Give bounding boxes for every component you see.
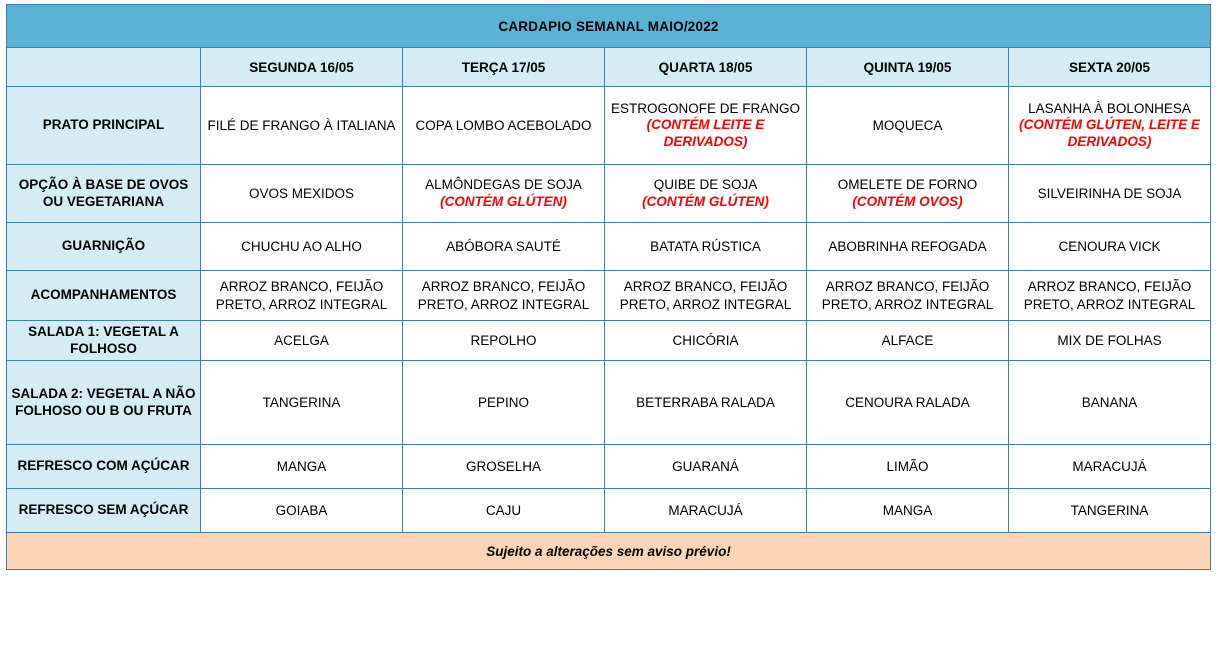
menu-cell bbox=[807, 361, 1009, 445]
allergen-note: (CONTÉM LEITE E DERIVADOS) bbox=[646, 117, 765, 150]
menu-item-text: MOQUECA bbox=[872, 117, 943, 133]
menu-item-text: COPA LOMBO ACEBOLADO bbox=[415, 117, 592, 133]
table-row bbox=[7, 223, 1211, 271]
menu-item-text: GUARANÁ bbox=[672, 458, 739, 474]
menu-cell bbox=[201, 87, 403, 165]
menu-cell bbox=[201, 361, 403, 445]
menu-cell bbox=[807, 321, 1009, 361]
menu-item-text: CAJU bbox=[485, 502, 522, 518]
day-header-1: SEGUNDA 16/05 bbox=[201, 48, 403, 87]
menu-item-text: ARROZ BRANCO, FEIJÃO PRETO, ARROZ INTEGRAL bbox=[1023, 278, 1196, 312]
menu-cell bbox=[201, 321, 403, 361]
menu-item-text: FILÉ DE FRANGO À ITALIANA bbox=[207, 117, 396, 133]
menu-cell bbox=[403, 321, 605, 361]
menu-item-text: LASANHA À BOLONHESA bbox=[1028, 100, 1191, 116]
allergen-note: (CONTÉM GLÚTEN) bbox=[440, 193, 567, 209]
menu-item-text: MARACUJÁ bbox=[1072, 458, 1147, 474]
day-header-row bbox=[7, 48, 1211, 87]
menu-item-text: CHUCHU AO ALHO bbox=[241, 238, 362, 254]
table-row bbox=[7, 445, 1211, 489]
menu-item-text: ARROZ BRANCO, FEIJÃO PRETO, ARROZ INTEGRAL bbox=[619, 278, 792, 312]
row-label: SALADA 1: VEGETAL A FOLHOSO bbox=[7, 321, 201, 361]
menu-item-text: ALMÔNDEGAS DE SOJA bbox=[425, 177, 582, 193]
menu-item-text: GROSELHA bbox=[465, 458, 542, 474]
menu-cell bbox=[1009, 361, 1211, 445]
menu-cell bbox=[807, 87, 1009, 165]
menu-item-text: CHICÓRIA bbox=[672, 332, 739, 348]
day-header-4: QUINTA 19/05 bbox=[807, 48, 1009, 87]
table-row bbox=[7, 361, 1211, 445]
menu-cell bbox=[403, 361, 605, 445]
menu-cell bbox=[1009, 321, 1211, 361]
menu-cell bbox=[403, 87, 605, 165]
table-row bbox=[7, 489, 1211, 533]
menu-cell bbox=[201, 271, 403, 321]
row-label: PRATO PRINCIPAL bbox=[7, 87, 201, 165]
menu-cell bbox=[403, 445, 605, 489]
menu-item-text: MANGA bbox=[276, 458, 327, 474]
menu-cell bbox=[807, 445, 1009, 489]
menu-item-text: ARROZ BRANCO, FEIJÃO PRETO, ARROZ INTEGRAL bbox=[821, 278, 994, 312]
row-label: ACOMPANHAMENTOS bbox=[7, 271, 201, 321]
row-label: REFRESCO SEM AÇÚCAR bbox=[7, 489, 201, 533]
row-label: GUARNIÇÃO bbox=[7, 223, 201, 271]
menu-cell bbox=[807, 271, 1009, 321]
allergen-note: (CONTÉM GLÚTEN, LEITE E DERIVADOS) bbox=[1019, 117, 1200, 150]
menu-item-text: TANGERINA bbox=[1070, 502, 1149, 518]
header-corner-cell bbox=[7, 48, 201, 87]
menu-cell bbox=[1009, 271, 1211, 321]
menu-cell bbox=[605, 489, 807, 533]
menu-title-row bbox=[7, 5, 1211, 48]
menu-item-text: LIMÃO bbox=[886, 458, 929, 474]
menu-cell bbox=[605, 223, 807, 271]
menu-cell bbox=[201, 445, 403, 489]
menu-item-text: BATATA RÚSTICA bbox=[650, 238, 761, 254]
menu-item-text: OMELETE DE FORNO bbox=[837, 177, 978, 193]
row-label: SALADA 2: VEGETAL A NÃO FOLHOSO OU B OU FRUTA bbox=[7, 361, 201, 445]
menu-cell bbox=[605, 321, 807, 361]
table-row bbox=[7, 271, 1211, 321]
footer-note: Sujeito a alterações sem aviso prévio! bbox=[7, 533, 1211, 570]
menu-item-text: ESTROGONOFE DE FRANGO bbox=[610, 100, 800, 116]
menu-cell bbox=[1009, 223, 1211, 271]
menu-cell bbox=[605, 445, 807, 489]
menu-item-text: ABOBRINHA REFOGADA bbox=[828, 238, 987, 254]
menu-cell bbox=[403, 271, 605, 321]
menu-item-text: PEPINO bbox=[477, 394, 529, 410]
menu-cell bbox=[605, 87, 807, 165]
menu-item-text: ALFACE bbox=[881, 332, 934, 348]
menu-item-text: GOIABA bbox=[275, 502, 328, 518]
menu-item-text: OVOS MEXIDOS bbox=[248, 185, 355, 201]
menu-item-text: REPOLHO bbox=[470, 332, 537, 348]
menu-cell bbox=[1009, 165, 1211, 223]
weekly-menu-table bbox=[6, 4, 1211, 570]
menu-title: CARDAPIO SEMANAL MAIO/2022 bbox=[7, 5, 1211, 48]
menu-item-text: BETERRABA RALADA bbox=[636, 394, 775, 410]
day-header-2: TERÇA 17/05 bbox=[403, 48, 605, 87]
menu-item-text: ABÓBORA SAUTÉ bbox=[446, 238, 561, 254]
menu-cell bbox=[605, 271, 807, 321]
menu-cell bbox=[807, 165, 1009, 223]
menu-item-text: MANGA bbox=[882, 502, 933, 518]
menu-cell bbox=[403, 223, 605, 271]
day-header-5: SEXTA 20/05 bbox=[1009, 48, 1211, 87]
allergen-note: (CONTÉM OVOS) bbox=[852, 193, 963, 209]
menu-cell bbox=[403, 165, 605, 223]
menu-cell bbox=[201, 165, 403, 223]
menu-cell bbox=[201, 223, 403, 271]
menu-cell bbox=[1009, 87, 1211, 165]
menu-item-text: CENOURA RALADA bbox=[845, 394, 970, 410]
menu-cell bbox=[1009, 489, 1211, 533]
menu-cell bbox=[605, 361, 807, 445]
menu-item-text: CENOURA VICK bbox=[1058, 238, 1161, 254]
table-row bbox=[7, 87, 1211, 165]
allergen-note: (CONTÉM GLÚTEN) bbox=[642, 193, 769, 209]
table-row bbox=[7, 321, 1211, 361]
menu-cell bbox=[605, 165, 807, 223]
menu-item-text: ACELGA bbox=[274, 332, 329, 348]
row-label: REFRESCO COM AÇÚCAR bbox=[7, 445, 201, 489]
day-header-3: QUARTA 18/05 bbox=[605, 48, 807, 87]
table-row bbox=[7, 165, 1211, 223]
menu-item-text: MIX DE FOLHAS bbox=[1057, 332, 1162, 348]
menu-cell bbox=[201, 489, 403, 533]
menu-item-text: MARACUJÁ bbox=[668, 502, 743, 518]
menu-item-text: SILVEIRINHA DE SOJA bbox=[1037, 185, 1182, 201]
menu-item-text: QUIBE DE SOJA bbox=[653, 177, 758, 193]
menu-cell bbox=[403, 489, 605, 533]
menu-item-text: TANGERINA bbox=[262, 394, 341, 410]
row-label: OPÇÃO À BASE DE OVOS OU VEGETARIANA bbox=[7, 165, 201, 223]
menu-cell bbox=[1009, 445, 1211, 489]
menu-item-text: ARROZ BRANCO, FEIJÃO PRETO, ARROZ INTEGRAL bbox=[215, 278, 388, 312]
menu-item-text: BANANA bbox=[1081, 394, 1138, 410]
menu-cell bbox=[807, 223, 1009, 271]
footer-row bbox=[7, 533, 1211, 570]
menu-item-text: ARROZ BRANCO, FEIJÃO PRETO, ARROZ INTEGRAL bbox=[417, 278, 590, 312]
menu-cell bbox=[807, 489, 1009, 533]
